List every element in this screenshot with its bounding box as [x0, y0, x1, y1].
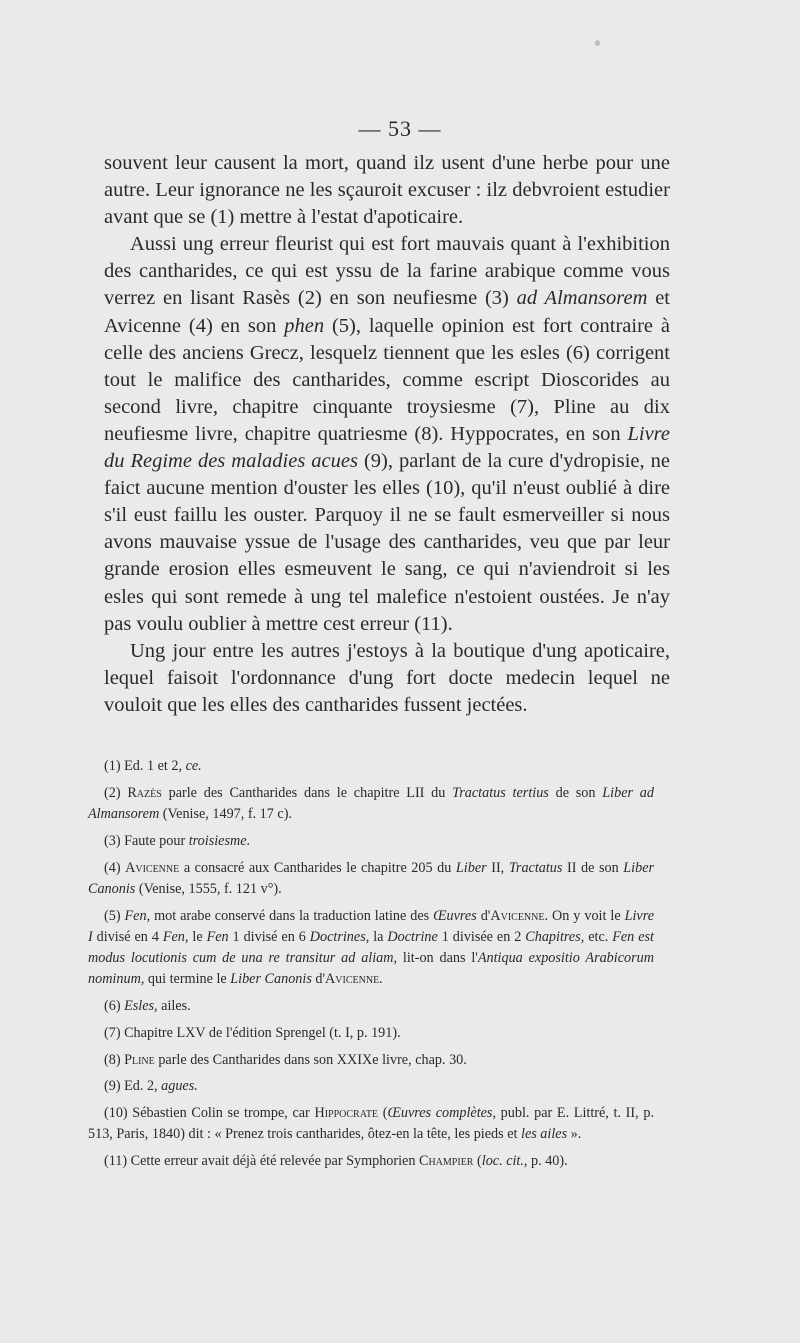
body-text: [104, 150, 670, 719]
paragraph-3: Ung jour entre les autres j'estoys à la boutique d'ung apoticaire, lequel faisoit l'ordonnance d'ung fort docte medecin lequel ne vouloit que les elles des cantharides fussent jectées.: [104, 639, 670, 716]
paragraph-1: souvent leur causent la mort, quand ilz usent d'une herbe pour une autre. Leur ignorance ne les sçauroit excuser : ilz debvroient estudier avant que se (1) mettre à l'estat d'apoticaire.: [104, 152, 670, 229]
page-number: — 53 —: [358, 116, 442, 141]
footnote-3: (3) Faute pour troisiesme.: [104, 832, 251, 849]
footnotes: [88, 756, 654, 1178]
footnote-11: (11) Cette erreur avait déjà été relevée par Symphorien Champier (loc. cit., p. 40).: [104, 1153, 568, 1170]
footnote-10: (10) Sébastien Colin se trompe, car Hippocrate (Œuvres complètes, publ. par E. Littré, t. II, p. 513, Paris, 1840) dit : « Prenez trois cantharides, ôtez-en la tête, les pieds et les ailes ».: [88, 1105, 654, 1143]
paper-spot: [595, 40, 600, 46]
footnote-5: (5) Fen, mot arabe conservé dans la traduction latine des Œuvres d'Avicenne. On y voit le Livre I divisé en 4 Fen, le Fen 1 divisé en 6 Doctrines, la Doctrine 1 divisée en 2 Chapitres, etc. Fen est modus locutionis cum de una re transitur ad aliam, lit-on dans l'Antiqua expositio Arabicorum nominum, qui termine le Liber Canonis d'Avicenne.: [88, 907, 655, 988]
paragraph-2: Aussi ung erreur fleurist qui est fort mauvais quant à l'exhibition des cantharides, ce qui est yssu de la farine arabique comme vous verrez en lisant Rasès (2) en son neufiesme (3) ad Almansorem et Avicenne (4) en son phen (5), laquelle opinion est fort contraire à celle des anciens Grecz, lesquelz tiennent que les esles (6) corrigent tout le malifice des cantharides, comme escript Dioscorides au second livre, chapitre cinquante troysiesme (7), Pline au dix neufiesme livre, chapitre quatriesme (8). Hyppocrates, en son Livre du Regime des maladies acues (9), parlant de la cure d'ydropisie, ne faict aucune mention d'ouster les elles (10), qu'il n'eust oublié à dire s'il eust faillu les ouster. Parquoy il ne se fault esmerveiller si nous avons mauvaise yssue de l'usage des cantharides, veu que par leur grande erosion elles esmeuvent le sang, ce qui n'aviendroit si les esles qui sont remede à ung tel malefice n'estoient oustées. Je n'ay pas voulu oublier à mettre cest erreur (11).: [104, 233, 671, 635]
footnote-6: (6) Esles, ailes.: [104, 998, 191, 1014]
footnote-8: (8) Pline parle des Cantharides dans son XXIXe livre, chap. 30.: [104, 1051, 467, 1068]
footnote-4: (4) Avicenne a consacré aux Cantharides le chapitre 205 du Liber II, Tractatus II de son Liber Canonis (Venise, 1555, f. 121 v°).: [88, 859, 655, 897]
footnote-9: (9) Ed. 2, agues.: [104, 1078, 198, 1095]
footnote-1: (1) Ed. 1 et 2, ce.: [104, 758, 202, 774]
footnote-2: (2) Razès parle des Cantharides dans le chapitre LII du Tractatus tertius de son Liber ad Almansorem (Venise, 1497, f. 17 c).: [88, 784, 654, 822]
footnote-7: (7) Chapitre LXV de l'édition Sprengel (t. I, p. 191).: [104, 1024, 401, 1041]
